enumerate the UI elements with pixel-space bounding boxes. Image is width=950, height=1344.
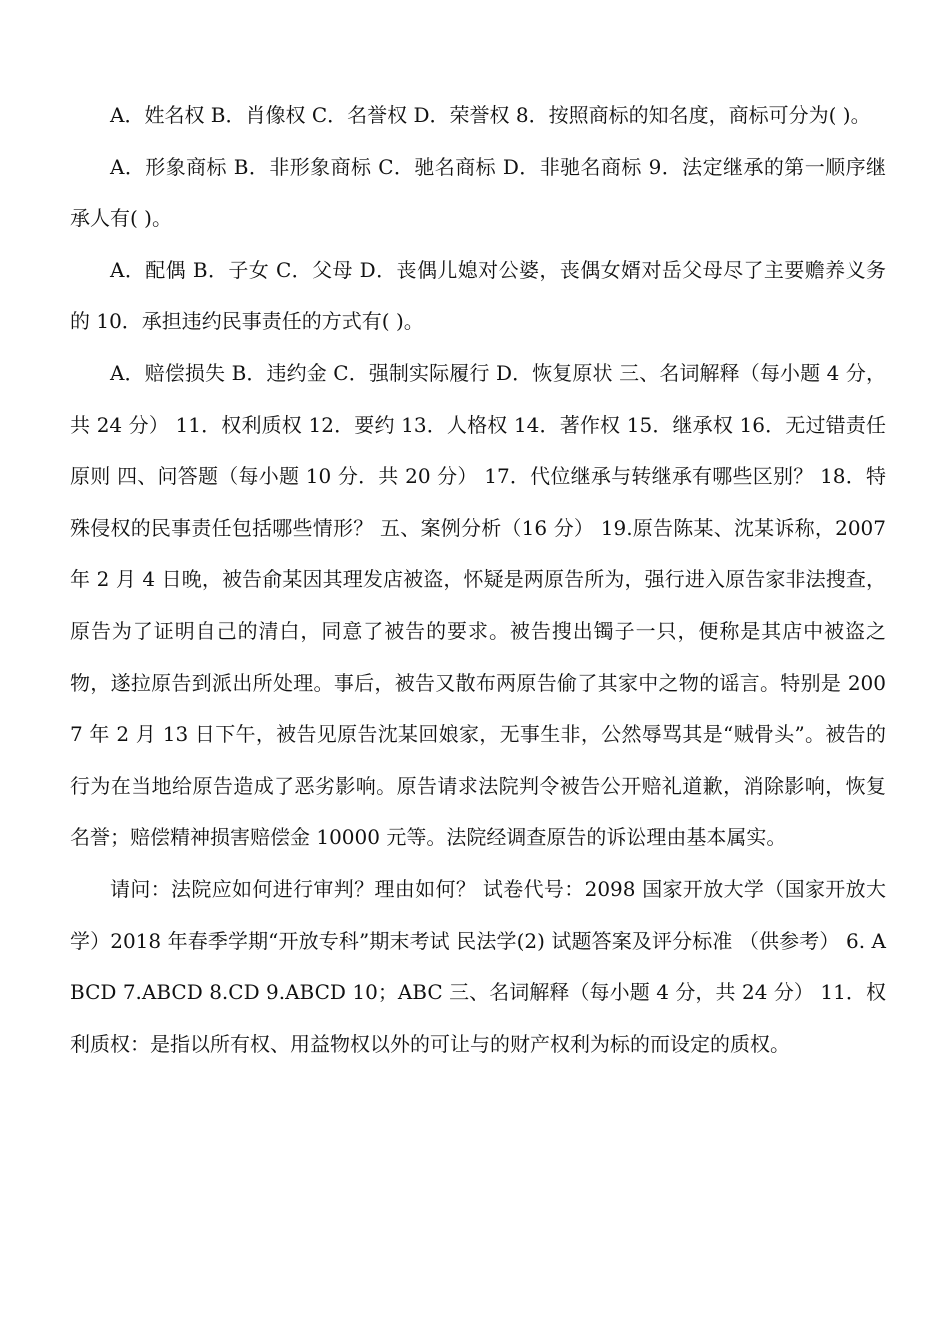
paragraph-4: A．赔偿损失 B．违约金 C．强制实际履行 D．恢复原状 三、名词解释（每小题 4 分，共 24 分） 11．权利质权 12．要约 13．人格权 14．著作权 15．继承权 16．无过错责任原则 四、问答题（每小题 10 分．共 20 分） 17．代位继承与转继承有哪些区别？ 18．特殊侵权的民事责任包括哪些情形？ 五、案例分析（16 分） 19.原告陈某、沈某诉称，2007 年 2 月 4 日晚，被告俞某因其理发店被盗，怀疑是两原告所为，强行进入原告家非法搜查，原告为了证明自己的清白，同意了被告的要求。被告搜出镯子一只，便称是其店中被盗之物，遂拉原告到派出所处理。事后，被告又散布两原告偷了其家中之物的谣言。特别是 2007 年 2 月 13 日下午，被告见原告沈某回娘家，无事生非，公然辱骂其是“贼骨头”。被告的行为在当地给原告造成了恶劣影响。原告请求法院判令被告公开赔礼道歉，消除影响，恢复名誉；赔偿精神损害赔偿金 10000 元等。法院经调查原告的诉讼理由基本属实。 [70,360,886,850]
paragraph-1: A．姓名权 B．肖像权 C．名誉权 D．荣誉权 8．按照商标的知名度，商标可分为( )。 [110,103,871,127]
paragraph-3: A．配偶 B．子女 C．父母 D．丧偶儿媳对公婆，丧偶女婿对岳父母尽了主要赡养义务的 10．承担违约民事责任的方式有( )。 [70,257,886,334]
document-page [70,90,886,1070]
paragraph-2: A．形象商标 B．非形象商标 C．驰名商标 D．非驰名商标 9．法定继承的第一顺序继承人有( )。 [70,154,886,231]
paragraph-5: 请问：法院应如何进行审判？理由如何？ 试卷代号：2098 国家开放大学（国家开放大学）2018 年春季学期“开放专科”期末考试 民法学(2) 试题答案及评分标准 （供参考） 6. ABCD 7.ABCD 8.CD 9.ABCD 10；ABC 三、名词解释（每小题 4 分，共 24 分） 11．权利质权：是指以所有权、用益物权以外的可让与的财产权利为标的而设定的质权。 [70,876,886,1056]
